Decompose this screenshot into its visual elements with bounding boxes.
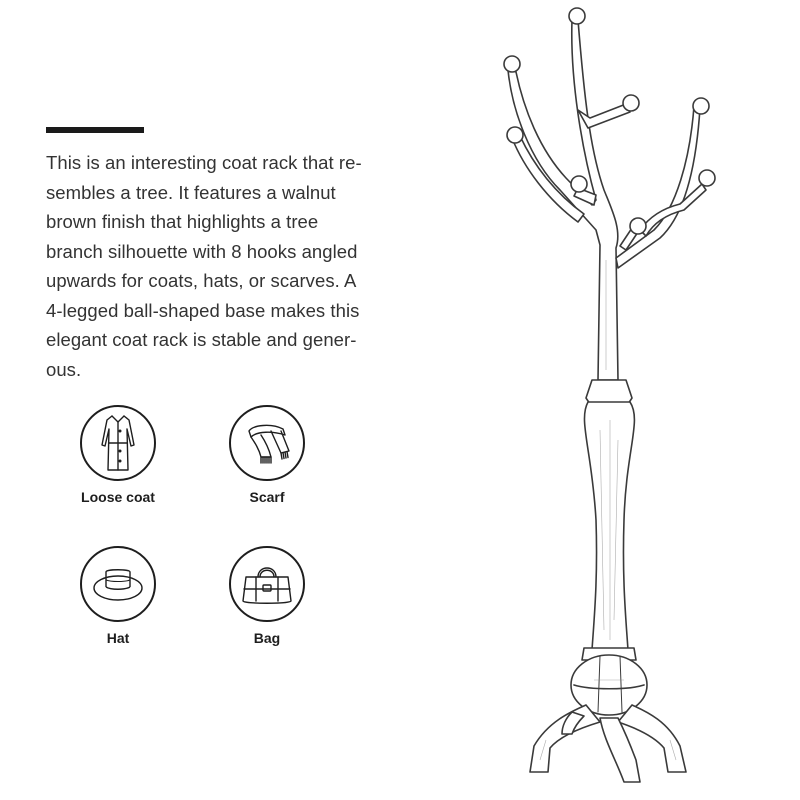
description-line: sembles a tree. It features a walnut	[46, 181, 336, 203]
feature-circle	[229, 546, 305, 622]
feature-circle	[80, 405, 156, 481]
feature-label: Scarf	[249, 489, 285, 505]
feature-scarf	[212, 405, 322, 505]
scarf-icon	[241, 417, 293, 469]
accent-divider	[46, 127, 144, 133]
feature-circle	[229, 405, 305, 481]
description-line: 4-legged ball-shaped base makes this	[46, 299, 360, 321]
description-line: elegant coat rack is stable and gener-	[46, 329, 357, 350]
feature-label: Bag	[253, 630, 281, 646]
description-line: branch silhouette with 8 hooks angled	[46, 240, 358, 262]
description-line: brown finish that highlights a tree	[46, 211, 319, 232]
description-line: upwards for coats, hats, or scarves. A	[46, 270, 357, 291]
hat-icon	[91, 564, 145, 604]
feature-bag	[212, 546, 322, 646]
coat-rack-illustration	[480, 0, 740, 800]
description-line: This is an interesting coat rack that re-	[46, 152, 362, 173]
coat-icon	[98, 413, 138, 473]
feature-loose-coat	[63, 405, 173, 505]
feature-label: Hat	[106, 630, 130, 646]
feature-circle	[80, 546, 156, 622]
product-description	[46, 148, 418, 384]
feature-label: Loose coat	[81, 489, 155, 505]
feature-hat	[63, 546, 173, 646]
bag-icon	[240, 559, 294, 609]
description-line: ous.	[46, 358, 82, 380]
